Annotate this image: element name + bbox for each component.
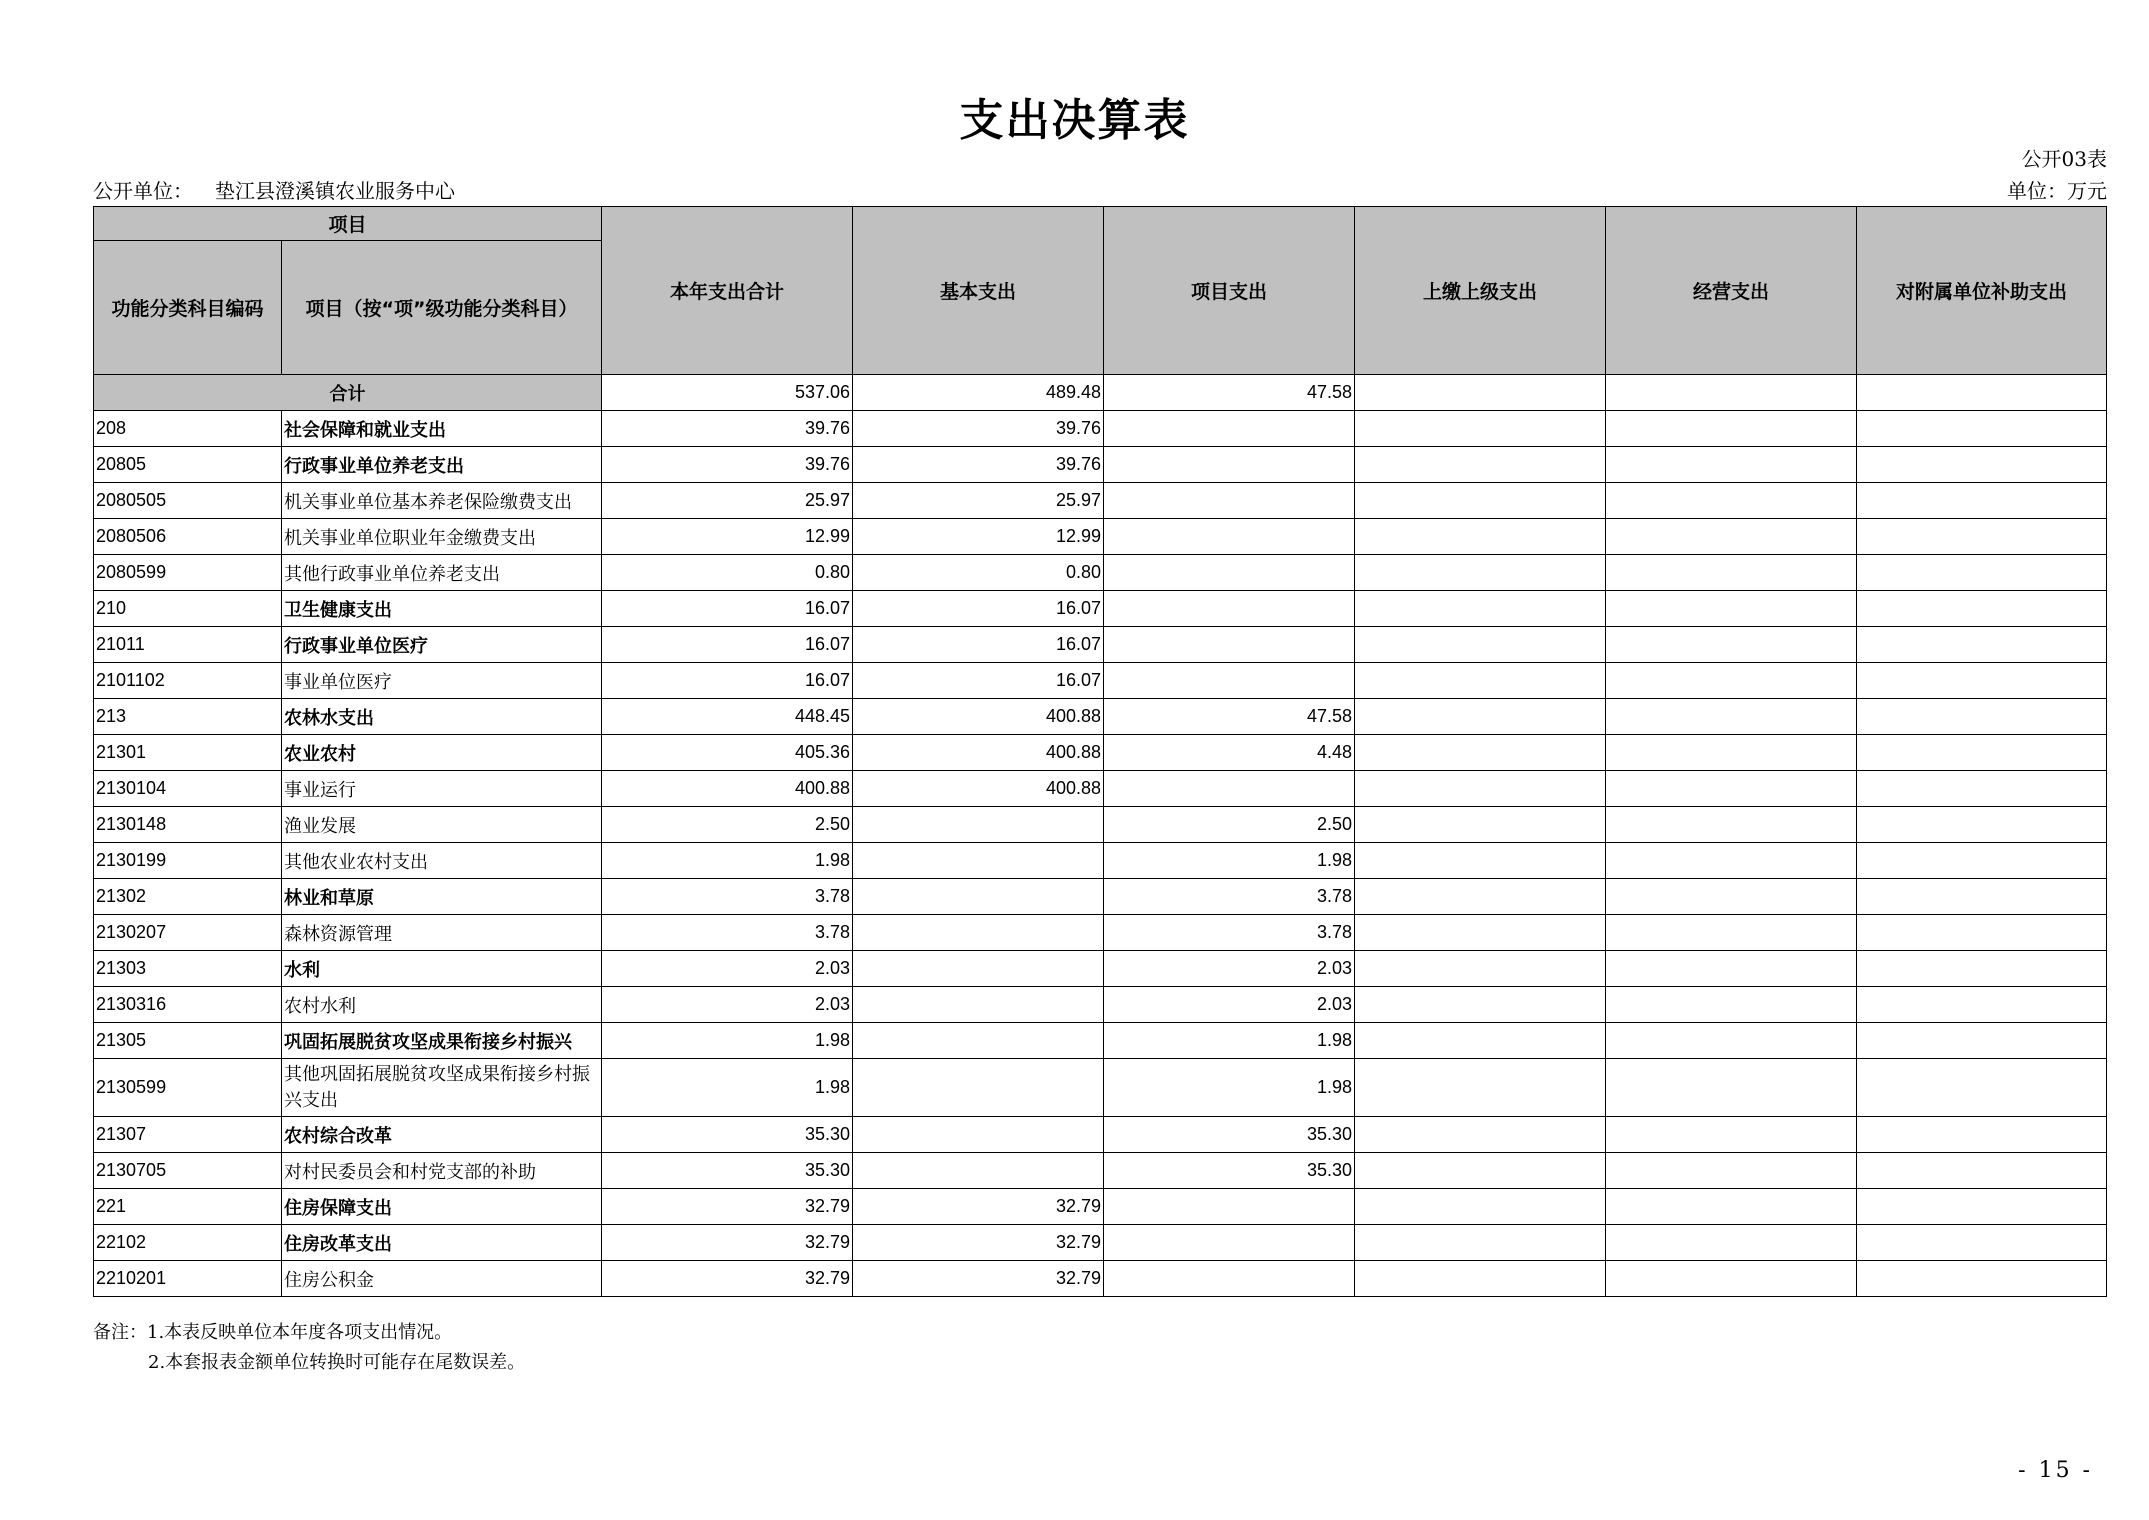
row-name: 住房改革支出	[282, 1225, 602, 1261]
row-value: 35.30	[1104, 1153, 1355, 1189]
row-value	[1355, 519, 1606, 555]
row-value	[1857, 591, 2107, 627]
header-col-remit: 上缴上级支出	[1355, 207, 1606, 375]
row-value	[1857, 735, 2107, 771]
total-label: 合计	[94, 375, 602, 411]
row-name: 其他巩固拓展脱贫攻坚成果衔接乡村振兴支出	[282, 1059, 602, 1117]
row-code: 213	[94, 699, 282, 735]
row-value: 16.07	[602, 627, 853, 663]
row-value	[1104, 1225, 1355, 1261]
row-value: 1.98	[602, 1059, 853, 1117]
row-value	[1355, 555, 1606, 591]
page-title: 支出决算表	[959, 95, 1190, 146]
row-value	[1355, 1225, 1606, 1261]
table-row	[94, 807, 2107, 843]
row-value	[1606, 1023, 1857, 1059]
reporting-unit	[93, 175, 455, 204]
row-code: 2130705	[94, 1153, 282, 1189]
header-col-operating: 经营支出	[1606, 207, 1857, 375]
form-id: 公开03表	[2021, 147, 2107, 171]
row-value	[1857, 411, 2107, 447]
row-value	[1104, 519, 1355, 555]
row-value	[1857, 879, 2107, 915]
row-value: 16.07	[602, 663, 853, 699]
row-value: 400.88	[853, 735, 1104, 771]
row-value	[1606, 879, 1857, 915]
row-value: 39.76	[602, 411, 853, 447]
row-value: 0.80	[602, 555, 853, 591]
row-value	[1606, 807, 1857, 843]
table-row	[94, 1153, 2107, 1189]
row-value	[1606, 447, 1857, 483]
row-name: 农村综合改革	[282, 1117, 602, 1153]
header-col-total: 本年支出合计	[602, 207, 853, 375]
total-cell: 489.48	[853, 375, 1104, 411]
table-row	[94, 663, 2107, 699]
row-value	[1104, 591, 1355, 627]
expenditure-table	[93, 206, 2107, 1297]
table-row	[94, 411, 2107, 447]
row-value: 2.50	[602, 807, 853, 843]
table-row	[94, 483, 2107, 519]
row-value	[1355, 771, 1606, 807]
row-value	[1104, 771, 1355, 807]
row-value	[1606, 591, 1857, 627]
row-value	[1606, 483, 1857, 519]
row-name: 行政事业单位养老支出	[282, 447, 602, 483]
total-cell	[1606, 375, 1857, 411]
table-row	[94, 447, 2107, 483]
table-row	[94, 591, 2107, 627]
footnote: 备注：1.本表反映单位本年度各项支出情况。	[93, 1322, 453, 1343]
header-col-basic: 基本支出	[853, 207, 1104, 375]
row-value: 400.88	[853, 771, 1104, 807]
row-value	[853, 843, 1104, 879]
row-value	[853, 951, 1104, 987]
row-value	[1857, 951, 2107, 987]
row-code: 2130316	[94, 987, 282, 1023]
row-value	[1355, 447, 1606, 483]
row-value	[1606, 1261, 1857, 1297]
row-value: 39.76	[853, 447, 1104, 483]
row-value	[1355, 987, 1606, 1023]
row-value	[1857, 1225, 2107, 1261]
row-value: 35.30	[1104, 1117, 1355, 1153]
row-value	[1857, 1023, 2107, 1059]
row-value: 3.78	[1104, 915, 1355, 951]
row-name: 农林水支出	[282, 699, 602, 735]
row-value: 2.03	[602, 951, 853, 987]
table-row	[94, 1117, 2107, 1153]
row-value: 2.03	[1104, 951, 1355, 987]
row-value: 1.98	[1104, 1059, 1355, 1117]
row-code: 2130104	[94, 771, 282, 807]
total-cell: 47.58	[1104, 375, 1355, 411]
row-value	[1104, 1189, 1355, 1225]
row-value	[1857, 1059, 2107, 1117]
row-value: 39.76	[853, 411, 1104, 447]
row-code: 21303	[94, 951, 282, 987]
row-name: 行政事业单位医疗	[282, 627, 602, 663]
table-row	[94, 627, 2107, 663]
row-code: 2130599	[94, 1059, 282, 1117]
row-value	[853, 1117, 1104, 1153]
table-row	[94, 915, 2107, 951]
table-row	[94, 1261, 2107, 1297]
row-value	[1606, 1059, 1857, 1117]
footnotes	[93, 1318, 525, 1378]
table-row	[94, 519, 2107, 555]
row-value	[853, 915, 1104, 951]
row-value	[1606, 699, 1857, 735]
table-row	[94, 735, 2107, 771]
row-value	[1355, 627, 1606, 663]
table-row	[94, 1189, 2107, 1225]
table-row	[94, 1059, 2107, 1117]
row-value: 2.03	[1104, 987, 1355, 1023]
row-code: 221	[94, 1189, 282, 1225]
header-col-project: 项目支出	[1104, 207, 1355, 375]
row-value	[1857, 915, 2107, 951]
row-value: 32.79	[602, 1261, 853, 1297]
row-name: 森林资源管理	[282, 915, 602, 951]
row-value	[1606, 519, 1857, 555]
page-number: - 15 -	[2018, 1458, 2093, 1483]
row-value	[853, 987, 1104, 1023]
row-value: 25.97	[853, 483, 1104, 519]
table-row	[94, 987, 2107, 1023]
row-value	[853, 1059, 1104, 1117]
row-name: 机关事业单位职业年金缴费支出	[282, 519, 602, 555]
row-value: 47.58	[1104, 699, 1355, 735]
row-value	[853, 1153, 1104, 1189]
table-row	[94, 1225, 2107, 1261]
row-value	[1857, 771, 2107, 807]
row-value: 400.88	[853, 699, 1104, 735]
row-name: 事业运行	[282, 771, 602, 807]
row-value	[1355, 1059, 1606, 1117]
row-value: 39.76	[602, 447, 853, 483]
row-code: 2080505	[94, 483, 282, 519]
row-value: 16.07	[602, 591, 853, 627]
row-name: 卫生健康支出	[282, 591, 602, 627]
row-value: 35.30	[602, 1153, 853, 1189]
header-col-subsidy: 对附属单位补助支出	[1857, 207, 2107, 375]
row-value	[1355, 1261, 1606, 1297]
row-value	[1606, 1117, 1857, 1153]
row-value: 32.79	[602, 1189, 853, 1225]
row-name: 事业单位医疗	[282, 663, 602, 699]
row-value	[1857, 807, 2107, 843]
row-value	[1606, 951, 1857, 987]
row-value	[1355, 843, 1606, 879]
row-name: 巩固拓展脱贫攻坚成果衔接乡村振兴	[282, 1023, 602, 1059]
row-name: 机关事业单位基本养老保险缴费支出	[282, 483, 602, 519]
row-value: 448.45	[602, 699, 853, 735]
row-value: 1.98	[602, 1023, 853, 1059]
header-name: 项目（按“项”级功能分类科目）	[282, 241, 602, 375]
row-value: 1.98	[602, 843, 853, 879]
total-row	[94, 375, 2107, 411]
table-row	[94, 843, 2107, 879]
row-value: 16.07	[853, 591, 1104, 627]
total-cell: 537.06	[602, 375, 853, 411]
row-value	[1355, 951, 1606, 987]
row-value	[1355, 483, 1606, 519]
currency-unit: 单位：万元	[2007, 179, 2107, 203]
row-value	[1857, 447, 2107, 483]
row-value	[1857, 555, 2107, 591]
row-value	[1355, 699, 1606, 735]
row-code: 2080506	[94, 519, 282, 555]
table-row	[94, 879, 2107, 915]
row-value	[1606, 1189, 1857, 1225]
table-row	[94, 555, 2107, 591]
row-value: 12.99	[853, 519, 1104, 555]
row-code: 2130207	[94, 915, 282, 951]
row-code: 21301	[94, 735, 282, 771]
row-value	[1857, 663, 2107, 699]
row-value	[853, 879, 1104, 915]
row-value: 1.98	[1104, 843, 1355, 879]
row-code: 22102	[94, 1225, 282, 1261]
row-value	[1857, 1153, 2107, 1189]
row-value	[1355, 1189, 1606, 1225]
row-value	[1355, 1117, 1606, 1153]
row-code: 21305	[94, 1023, 282, 1059]
row-code: 2130148	[94, 807, 282, 843]
row-code: 21011	[94, 627, 282, 663]
row-value	[1355, 1153, 1606, 1189]
row-value	[1857, 843, 2107, 879]
row-value	[1606, 1153, 1857, 1189]
table-row	[94, 1023, 2107, 1059]
row-value: 1.98	[1104, 1023, 1355, 1059]
row-name: 水利	[282, 951, 602, 987]
row-name: 住房公积金	[282, 1261, 602, 1297]
row-value	[1606, 411, 1857, 447]
row-value	[1857, 519, 2107, 555]
row-value: 35.30	[602, 1117, 853, 1153]
row-value	[853, 807, 1104, 843]
row-value	[1857, 1117, 2107, 1153]
row-value	[1104, 627, 1355, 663]
row-value: 2.03	[602, 987, 853, 1023]
row-value	[1606, 735, 1857, 771]
table-row	[94, 699, 2107, 735]
row-value	[1606, 843, 1857, 879]
row-value: 4.48	[1104, 735, 1355, 771]
row-value	[1104, 411, 1355, 447]
row-value: 16.07	[853, 663, 1104, 699]
row-value	[1355, 879, 1606, 915]
table-row	[94, 951, 2107, 987]
row-value	[1104, 663, 1355, 699]
row-value	[1857, 483, 2107, 519]
row-value	[1355, 915, 1606, 951]
row-value	[1606, 987, 1857, 1023]
row-name: 其他农业农村支出	[282, 843, 602, 879]
row-value: 2.50	[1104, 807, 1355, 843]
row-value	[1104, 555, 1355, 591]
row-name: 农业农村	[282, 735, 602, 771]
row-value: 32.79	[602, 1225, 853, 1261]
row-value: 405.36	[602, 735, 853, 771]
row-value	[1606, 627, 1857, 663]
row-code: 2101102	[94, 663, 282, 699]
row-name: 其他行政事业单位养老支出	[282, 555, 602, 591]
row-code: 210	[94, 591, 282, 627]
row-value	[1355, 1023, 1606, 1059]
row-value	[1606, 555, 1857, 591]
row-code: 2130199	[94, 843, 282, 879]
row-code: 21307	[94, 1117, 282, 1153]
row-value: 400.88	[602, 771, 853, 807]
header-code: 功能分类科目编码	[94, 241, 282, 375]
row-value	[853, 1023, 1104, 1059]
row-name: 住房保障支出	[282, 1189, 602, 1225]
row-code: 2080599	[94, 555, 282, 591]
row-code: 208	[94, 411, 282, 447]
row-name: 社会保障和就业支出	[282, 411, 602, 447]
row-value: 3.78	[602, 879, 853, 915]
row-value	[1857, 627, 2107, 663]
row-value: 16.07	[853, 627, 1104, 663]
row-name: 农村水利	[282, 987, 602, 1023]
row-value	[1857, 699, 2107, 735]
row-value	[1606, 1225, 1857, 1261]
reporting-unit-name: 垫江县澄溪镇农业服务中心	[215, 179, 455, 203]
reporting-unit-label: 公开单位：	[93, 179, 193, 203]
row-value: 3.78	[1104, 879, 1355, 915]
row-value: 25.97	[602, 483, 853, 519]
row-value	[1104, 1261, 1355, 1297]
row-value	[1857, 1261, 2107, 1297]
row-value	[1355, 411, 1606, 447]
row-value	[1355, 735, 1606, 771]
row-value: 0.80	[853, 555, 1104, 591]
row-value	[1355, 591, 1606, 627]
table-row	[94, 771, 2107, 807]
header-project-group: 项目	[94, 207, 602, 241]
row-value: 32.79	[853, 1189, 1104, 1225]
row-code: 2210201	[94, 1261, 282, 1297]
row-value	[1857, 987, 2107, 1023]
row-value: 32.79	[853, 1225, 1104, 1261]
footnote: 2.本套报表金额单位转换时可能存在尾数误差。	[148, 1352, 526, 1373]
row-value: 12.99	[602, 519, 853, 555]
row-value	[1857, 1189, 2107, 1225]
row-value	[1606, 663, 1857, 699]
total-cell	[1857, 375, 2107, 411]
row-value: 32.79	[853, 1261, 1104, 1297]
row-name: 林业和草原	[282, 879, 602, 915]
row-name: 对村民委员会和村党支部的补助	[282, 1153, 602, 1189]
row-code: 20805	[94, 447, 282, 483]
row-value	[1355, 663, 1606, 699]
row-value	[1606, 915, 1857, 951]
row-value: 3.78	[602, 915, 853, 951]
row-name: 渔业发展	[282, 807, 602, 843]
row-value	[1606, 771, 1857, 807]
row-value	[1355, 807, 1606, 843]
total-cell	[1355, 375, 1606, 411]
row-value	[1104, 483, 1355, 519]
row-code: 21302	[94, 879, 282, 915]
row-value	[1104, 447, 1355, 483]
